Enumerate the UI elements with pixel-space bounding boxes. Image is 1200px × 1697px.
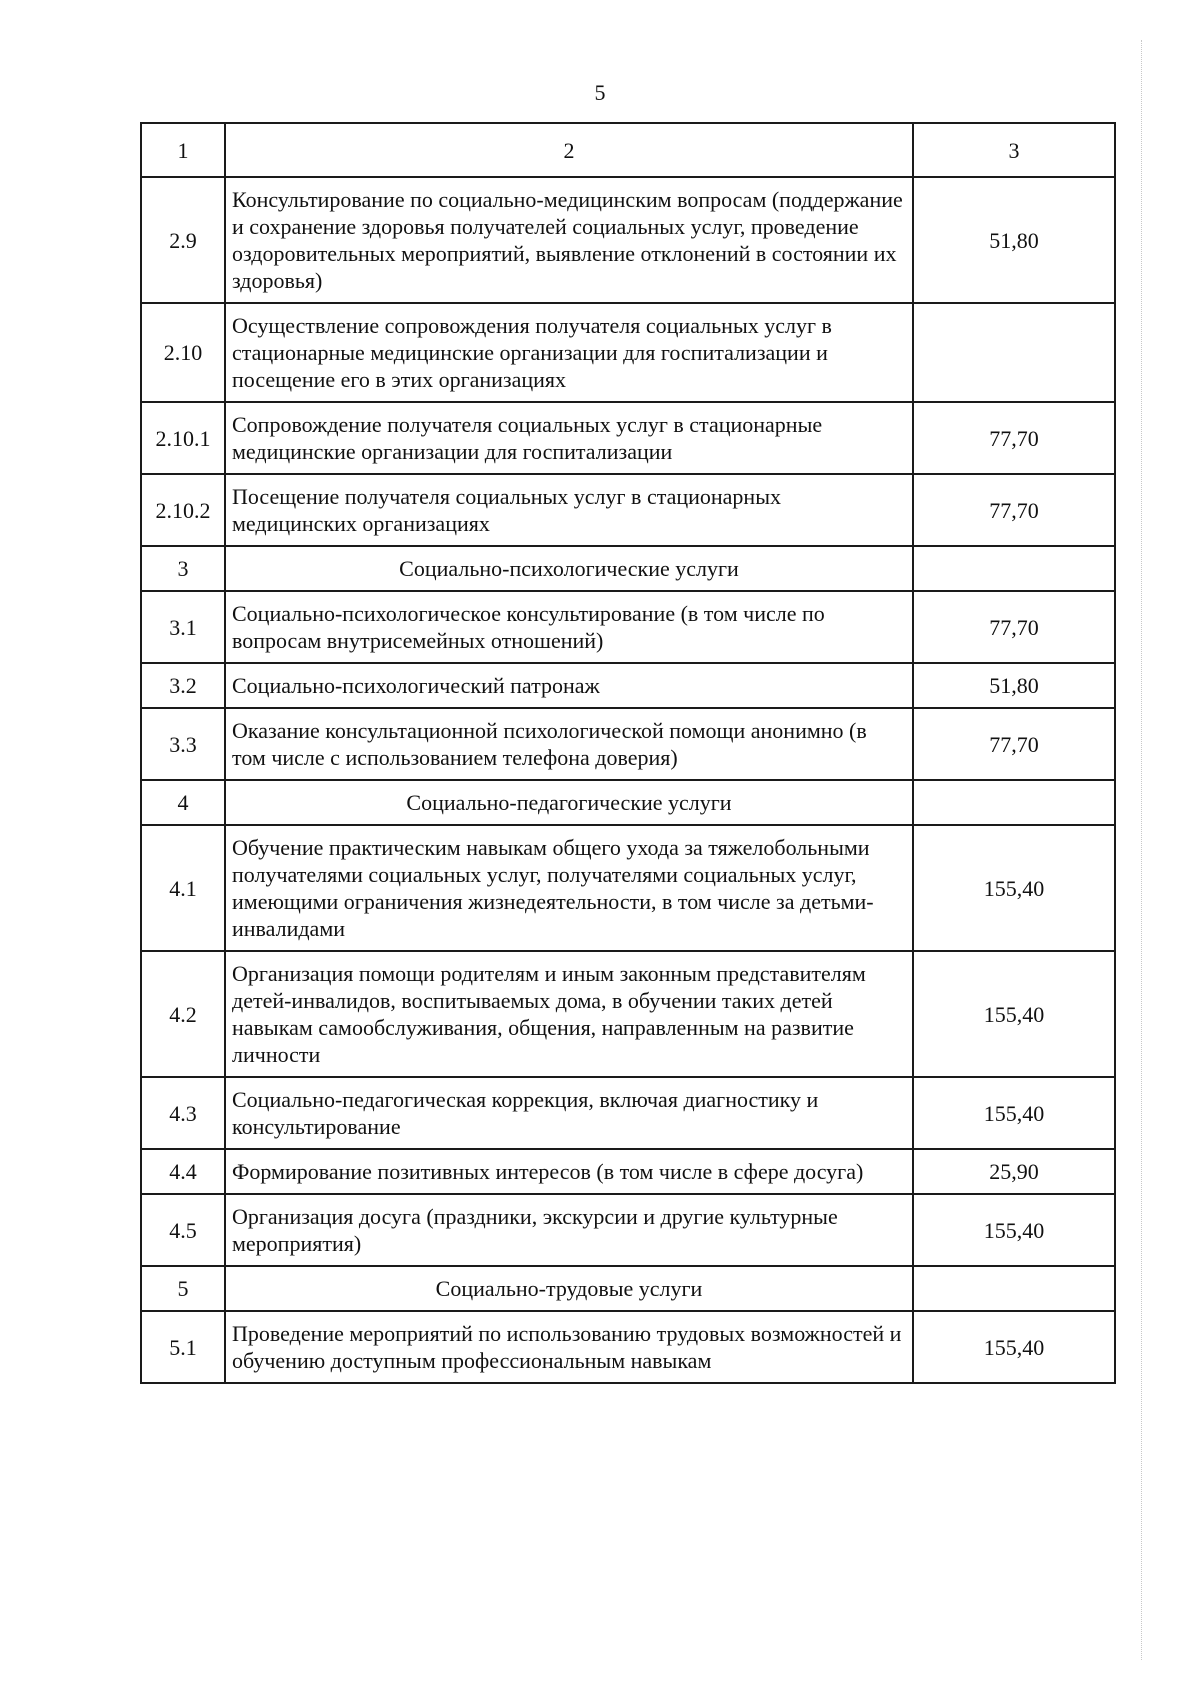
section-title-cell: Социально-психологические услуги	[225, 546, 913, 591]
table-row	[141, 708, 1115, 780]
service-name-cell: Социально-психологическое консультирование (в том числе по вопросам внутрисемейных отношений)	[225, 591, 913, 663]
price-cell: 51,80	[913, 663, 1115, 708]
table-row	[141, 1311, 1115, 1383]
table-row	[141, 663, 1115, 708]
price-cell	[913, 303, 1115, 402]
price-cell: 155,40	[913, 1311, 1115, 1383]
price-cell: 51,80	[913, 177, 1115, 303]
price-cell: 77,70	[913, 591, 1115, 663]
scan-edge-line	[1140, 40, 1142, 1660]
row-number-cell: 2.9	[141, 177, 225, 303]
service-name-cell: Социально-психологический патронаж	[225, 663, 913, 708]
price-cell: 25,90	[913, 1149, 1115, 1194]
service-name-cell: Сопровождение получателя социальных услуг в стационарные медицинские организации для госпитализации	[225, 402, 913, 474]
table-row	[141, 1077, 1115, 1149]
table-row	[141, 474, 1115, 546]
section-row	[141, 780, 1115, 825]
row-number-cell: 4	[141, 780, 225, 825]
row-number-cell: 5	[141, 1266, 225, 1311]
section-title-cell: Социально-педагогические услуги	[225, 780, 913, 825]
row-number-cell: 3.1	[141, 591, 225, 663]
table-row	[141, 303, 1115, 402]
row-number-cell: 3.2	[141, 663, 225, 708]
table-row	[141, 1194, 1115, 1266]
row-number-cell: 4.3	[141, 1077, 225, 1149]
table-row	[141, 951, 1115, 1077]
service-name-cell: Социально-педагогическая коррекция, включая диагностику и консультирование	[225, 1077, 913, 1149]
service-name-cell: Осуществление сопровождения получателя социальных услуг в стационарные медицинские организации для госпитализации и посещение его в этих организациях	[225, 303, 913, 402]
tariff-table	[140, 122, 1116, 1384]
row-number-cell: 5.1	[141, 1311, 225, 1383]
table-header-row	[141, 123, 1115, 177]
price-cell	[913, 780, 1115, 825]
row-number-cell: 2.10.1	[141, 402, 225, 474]
price-cell: 77,70	[913, 474, 1115, 546]
row-number-cell: 4.1	[141, 825, 225, 951]
service-name-cell: Консультирование по социально-медицинским вопросам (поддержание и сохранение здоровья получателей социальных услуг, проведение оздоровительных мероприятий, выявление отклонений в состоянии их здоровья)	[225, 177, 913, 303]
table-row	[141, 1149, 1115, 1194]
price-cell	[913, 546, 1115, 591]
header-cell-price: 3	[913, 123, 1115, 177]
section-row	[141, 1266, 1115, 1311]
header-cell-number: 1	[141, 123, 225, 177]
row-number-cell: 4.2	[141, 951, 225, 1077]
row-number-cell: 3.3	[141, 708, 225, 780]
price-cell: 155,40	[913, 1077, 1115, 1149]
row-number-cell: 2.10	[141, 303, 225, 402]
page-number: 5	[594, 80, 606, 105]
table-row	[141, 402, 1115, 474]
row-number-cell: 4.4	[141, 1149, 225, 1194]
service-name-cell: Организация помощи родителям и иным законным представителям детей-инвалидов, воспитываемых дома, в обучении таких детей навыкам самообслуживания, общения, направленным на развитие личности	[225, 951, 913, 1077]
service-name-cell: Формирование позитивных интересов (в том числе в сфере досуга)	[225, 1149, 913, 1194]
price-cell: 77,70	[913, 402, 1115, 474]
service-name-cell: Организация досуга (праздники, экскурсии и другие культурные мероприятия)	[225, 1194, 913, 1266]
row-number-cell: 3	[141, 546, 225, 591]
service-name-cell: Оказание консультационной психологической помощи анонимно (в том числе с использованием телефона доверия)	[225, 708, 913, 780]
header-cell-name: 2	[225, 123, 913, 177]
service-name-cell: Обучение практическим навыкам общего ухода за тяжелобольными получателями социальных услуг, получателями социальных услуг, имеющими ограничения жизнедеятельности, в том числе за детьми-инвалидами	[225, 825, 913, 951]
table-row	[141, 825, 1115, 951]
price-cell	[913, 1266, 1115, 1311]
table-body	[141, 123, 1115, 1383]
price-cell: 155,40	[913, 1194, 1115, 1266]
table-row	[141, 177, 1115, 303]
price-cell: 155,40	[913, 825, 1115, 951]
row-number-cell: 2.10.2	[141, 474, 225, 546]
service-name-cell: Посещение получателя социальных услуг в стационарных медицинских организациях	[225, 474, 913, 546]
price-cell: 77,70	[913, 708, 1115, 780]
row-number-cell: 4.5	[141, 1194, 225, 1266]
section-row	[141, 546, 1115, 591]
service-name-cell: Проведение мероприятий по использованию трудовых возможностей и обучению доступным профессиональным навыкам	[225, 1311, 913, 1383]
table-row	[141, 591, 1115, 663]
section-title-cell: Социально-трудовые услуги	[225, 1266, 913, 1311]
price-cell: 155,40	[913, 951, 1115, 1077]
